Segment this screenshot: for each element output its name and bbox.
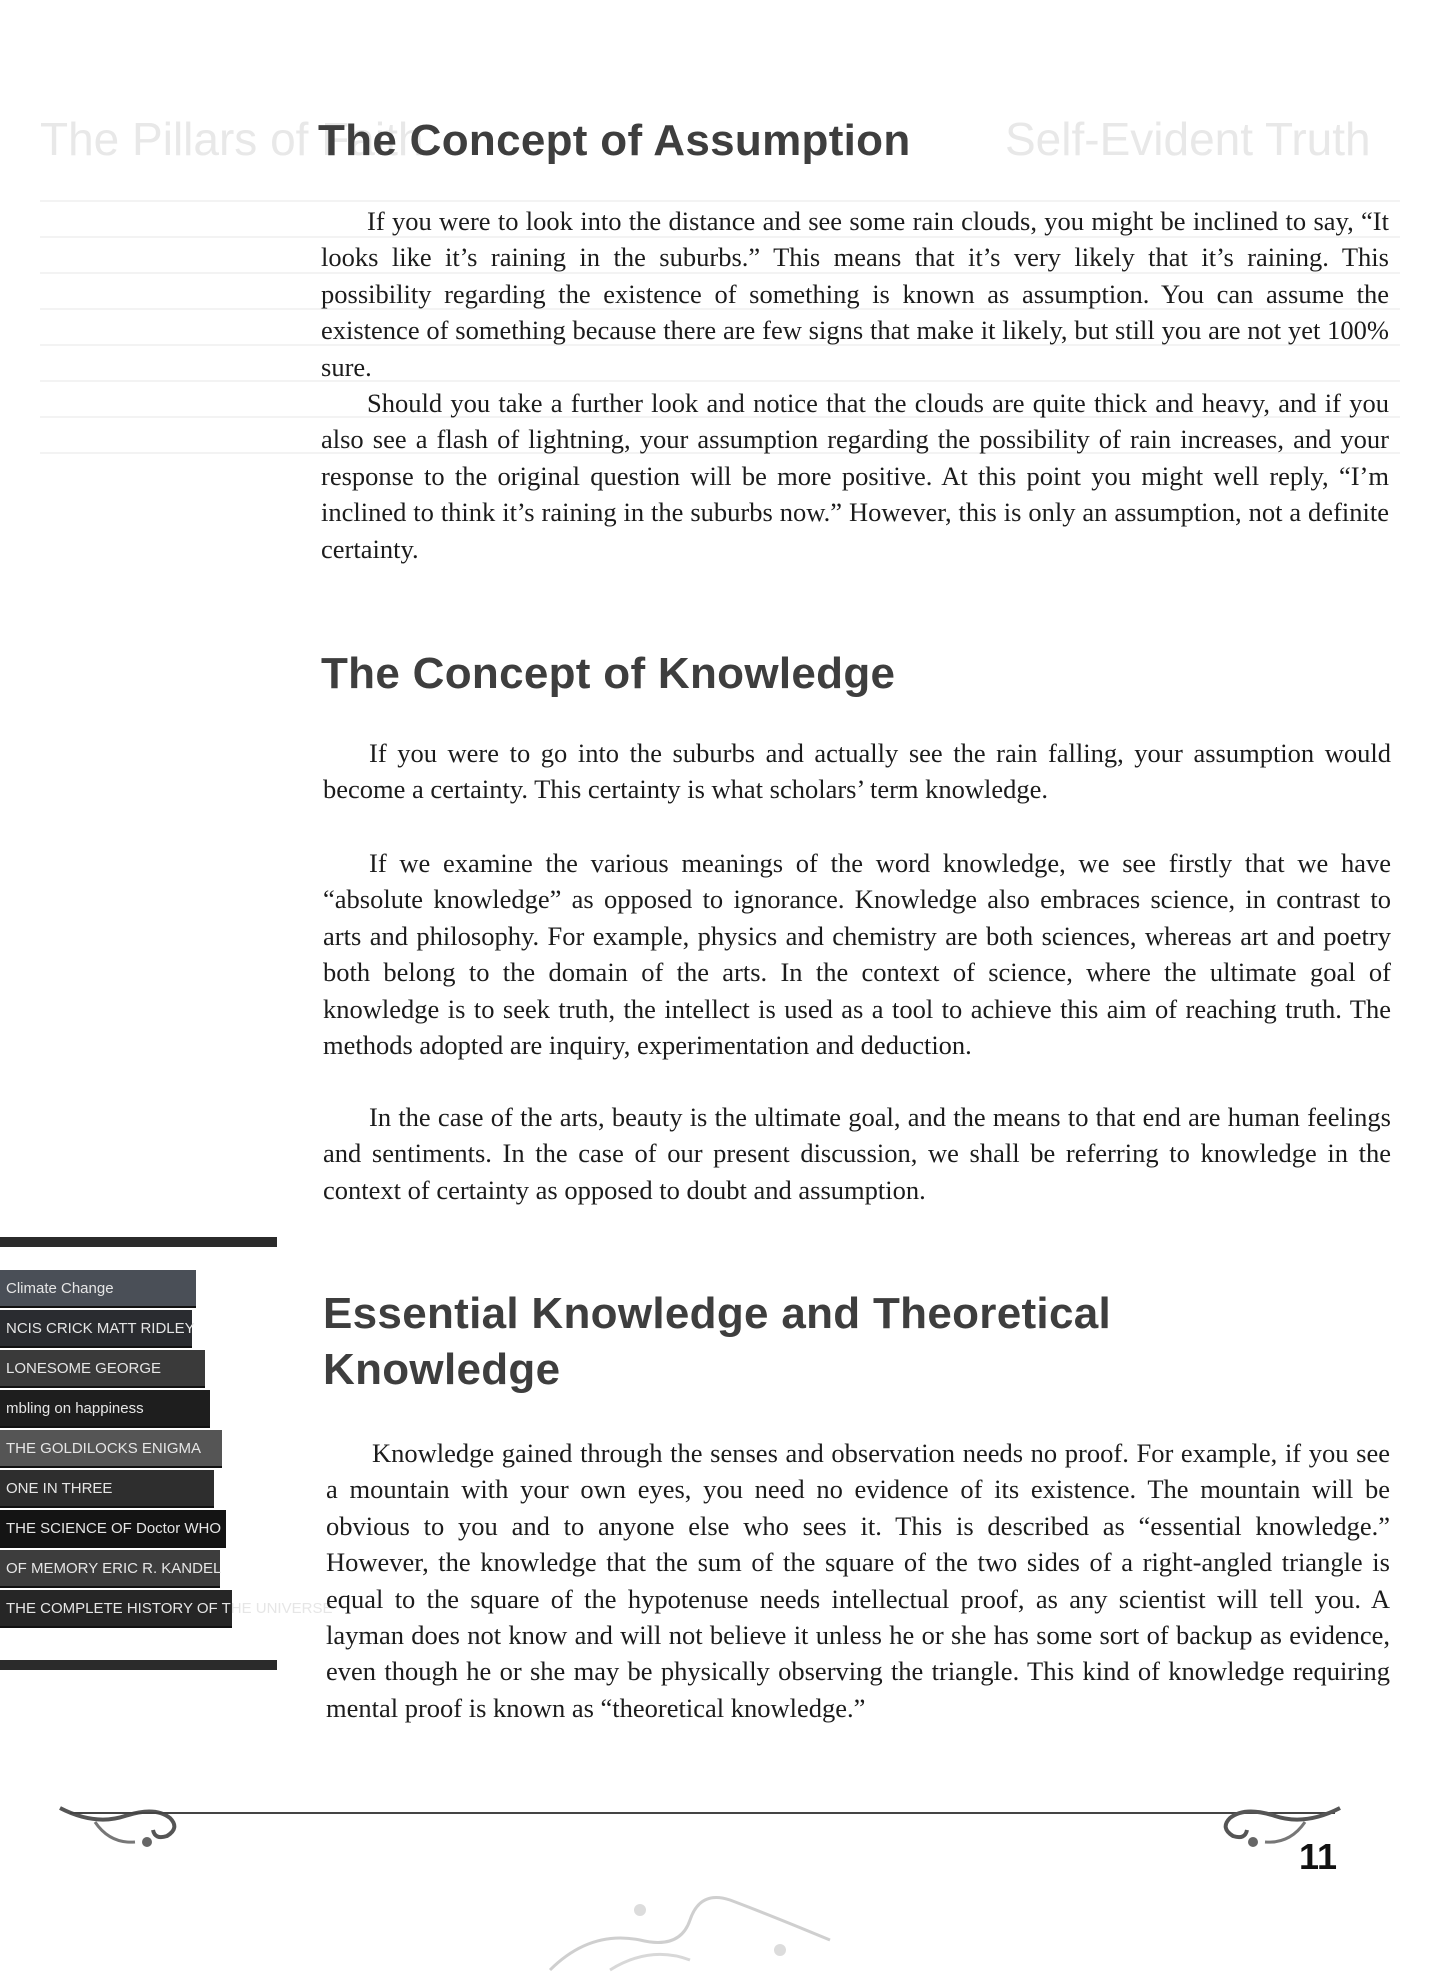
decorative-rule-bottom bbox=[0, 1660, 277, 1670]
book-spine: LONESOME GEORGE bbox=[0, 1350, 205, 1388]
heading-concept-of-assumption: The Concept of Assumption bbox=[318, 116, 911, 165]
book-spine: OF MEMORY ERIC R. KANDEL bbox=[0, 1550, 220, 1588]
book-spine: mbling on happiness bbox=[0, 1390, 210, 1428]
flourish-ornament-bottom bbox=[530, 1880, 850, 1972]
book-spine: THE SCIENCE OF Doctor WHO bbox=[0, 1510, 226, 1548]
footer-rule bbox=[70, 1812, 1335, 1814]
paragraph-assumption-2: Should you take a further look and notice that the clouds are quite thick and heavy, and if you also see a flash of lightning, your assumption regarding the possibility of rain increases, and your response to the original question will be more positive. At this point you might well reply, “I’m inclined to think it’s raining in the suburbs now.” However, this is only an assumption, not a definite certainty. bbox=[321, 388, 1389, 564]
book-spine: NCIS CRICK MATT RIDLEY bbox=[0, 1310, 192, 1348]
book-spine: ONE IN THREE bbox=[0, 1470, 214, 1508]
book-spine: THE GOLDILOCKS ENIGMA bbox=[0, 1430, 222, 1468]
footer-ornament-left bbox=[55, 1796, 185, 1851]
paragraph-assumption-1: If you were to look into the distance and see some rain clouds, you might be inclined to say, “It looks like it’s raining in the suburbs.” This means that it’s very likely that it’s raining. This possibility regarding the existence of something is known as assumption. You can assume the existence of something because there are few signs that make it likely, but still you are not yet 100% sure. bbox=[321, 206, 1389, 382]
paragraph-knowledge-1: If you were to go into the suburbs and actually see the rain falling, your assumption would become a certainty. This certainty is what scholars’ term knowledge. bbox=[323, 738, 1391, 805]
heading-concept-of-knowledge: The Concept of Knowledge bbox=[321, 649, 896, 698]
paragraph-knowledge-2: If we examine the various meanings of the word knowledge, we see firstly that we have “absolute knowledge” as opposed to ignorance. Knowledge also embraces science, in contrast to arts and philosophy. For example, physics and chemistry are both sciences, whereas art and poetry both belong to the domain of the arts. In the context of science, where the ultimate goal of knowledge is to seek truth, the intellect is used as a tool to achieve this aim of reaching truth. The methods adopted are inquiry, experimentation and deduction. bbox=[323, 848, 1391, 1061]
paragraph-knowledge-3: In the case of the arts, beauty is the ultimate goal, and the means to that end are human feelings and sentiments. In the case of our present discussion, we shall be referring to knowledge in the context of certainty as opposed to doubt and assumption. bbox=[323, 1102, 1391, 1205]
paragraph-essential-knowledge: Knowledge gained through the senses and observation needs no proof. For example, if you see a mountain with your own eyes, you need no evidence of its existence. The mountain will be obvious to you and to anyone else who sees it. This is described as “essential knowledge.” However, the knowledge that the sum of the square of the two sides of a right-angled triangle is equal to the square of the hypotenuse needs intellectual proof, as any scientist will tell you. A layman does not know and will not believe it unless he or she has some sort of backup as evidence, even though he or she may be physically observing the triangle. This kind of knowledge requiring mental proof is known as “theoretical knowledge.” bbox=[326, 1438, 1390, 1723]
page-number: 11 bbox=[1298, 1836, 1337, 1877]
heading-essential-knowledge-line1: Essential Knowledge and Theoretical bbox=[323, 1289, 1112, 1338]
bleed-through-heading-right: Self-Evident Truth bbox=[1005, 113, 1371, 165]
decorative-rule-top bbox=[0, 1237, 277, 1247]
book-spine: THE COMPLETE HISTORY OF THE UNIVERSE bbox=[0, 1590, 232, 1628]
book-spine: Climate Change bbox=[0, 1270, 196, 1308]
bleed-through-heading-left: The Pillars of Faith bbox=[40, 113, 424, 165]
heading-essential-knowledge-line2: Knowledge bbox=[323, 1345, 561, 1394]
